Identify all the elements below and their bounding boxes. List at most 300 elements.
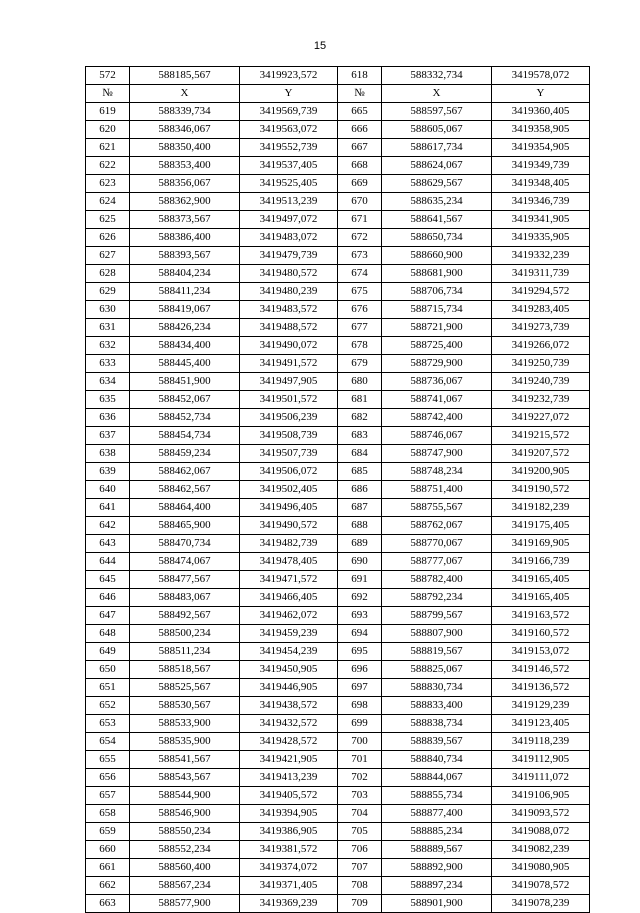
x-coordinate-cell: 588825,067 bbox=[382, 661, 492, 679]
y-coordinate-cell: 3419482,739 bbox=[240, 535, 338, 553]
x-coordinate-cell: 588748,234 bbox=[382, 463, 492, 481]
y-coordinate-cell: 3419346,739 bbox=[492, 193, 590, 211]
x-coordinate-cell: 588833,400 bbox=[382, 697, 492, 715]
y-coordinate-cell: 3419078,239 bbox=[492, 895, 590, 913]
point-number-cell: 623 bbox=[86, 175, 130, 193]
x-coordinate-cell: 588762,067 bbox=[382, 517, 492, 535]
point-number-cell: 648 bbox=[86, 625, 130, 643]
table-row bbox=[86, 625, 590, 643]
point-number-cell: 700 bbox=[338, 733, 382, 751]
point-number-cell: 670 bbox=[338, 193, 382, 211]
y-coordinate-cell: 3419369,239 bbox=[240, 895, 338, 913]
x-coordinate-cell: 588729,900 bbox=[382, 355, 492, 373]
point-number-cell: 634 bbox=[86, 373, 130, 391]
header-y: Y bbox=[240, 85, 338, 103]
y-coordinate-cell: 3419118,239 bbox=[492, 733, 590, 751]
point-number-cell: 689 bbox=[338, 535, 382, 553]
point-number-cell: 618 bbox=[338, 67, 382, 85]
y-coordinate-cell: 3419175,405 bbox=[492, 517, 590, 535]
x-coordinate-cell: 588459,234 bbox=[130, 445, 240, 463]
table-row bbox=[86, 157, 590, 175]
x-coordinate-cell: 588474,067 bbox=[130, 553, 240, 571]
y-coordinate-cell: 3419450,905 bbox=[240, 661, 338, 679]
x-coordinate-cell: 588451,900 bbox=[130, 373, 240, 391]
y-coordinate-cell: 3419348,405 bbox=[492, 175, 590, 193]
x-coordinate-cell: 588350,400 bbox=[130, 139, 240, 157]
page-number: 15 bbox=[313, 40, 327, 52]
x-coordinate-cell: 588535,900 bbox=[130, 733, 240, 751]
table-row bbox=[86, 733, 590, 751]
point-number-cell: 686 bbox=[338, 481, 382, 499]
x-coordinate-cell: 588465,900 bbox=[130, 517, 240, 535]
y-coordinate-cell: 3419123,405 bbox=[492, 715, 590, 733]
x-coordinate-cell: 588897,234 bbox=[382, 877, 492, 895]
y-coordinate-cell: 3419462,072 bbox=[240, 607, 338, 625]
table-row bbox=[86, 247, 590, 265]
point-number-cell: 635 bbox=[86, 391, 130, 409]
point-number-cell: 662 bbox=[86, 877, 130, 895]
x-coordinate-cell: 588577,900 bbox=[130, 895, 240, 913]
y-coordinate-cell: 3419497,072 bbox=[240, 211, 338, 229]
table-row bbox=[86, 463, 590, 481]
y-coordinate-cell: 3419405,572 bbox=[240, 787, 338, 805]
x-coordinate-cell: 588877,400 bbox=[382, 805, 492, 823]
coordinates-table-body bbox=[86, 67, 590, 913]
table-row bbox=[86, 571, 590, 589]
point-number-cell: 685 bbox=[338, 463, 382, 481]
y-coordinate-cell: 3419190,572 bbox=[492, 481, 590, 499]
x-coordinate-cell: 588339,734 bbox=[130, 103, 240, 121]
x-coordinate-cell: 588650,734 bbox=[382, 229, 492, 247]
x-coordinate-cell: 588597,567 bbox=[382, 103, 492, 121]
point-number-cell: 661 bbox=[86, 859, 130, 877]
x-coordinate-cell: 588362,900 bbox=[130, 193, 240, 211]
y-coordinate-cell: 3419506,072 bbox=[240, 463, 338, 481]
x-coordinate-cell: 588624,067 bbox=[382, 157, 492, 175]
x-coordinate-cell: 588885,234 bbox=[382, 823, 492, 841]
x-coordinate-cell: 588552,234 bbox=[130, 841, 240, 859]
point-number-cell: 660 bbox=[86, 841, 130, 859]
x-coordinate-cell: 588736,067 bbox=[382, 373, 492, 391]
table-row bbox=[86, 409, 590, 427]
table-row bbox=[86, 445, 590, 463]
y-coordinate-cell: 3419136,572 bbox=[492, 679, 590, 697]
point-number-cell: 695 bbox=[338, 643, 382, 661]
y-coordinate-cell: 3419471,572 bbox=[240, 571, 338, 589]
point-number-cell: 629 bbox=[86, 283, 130, 301]
table-row bbox=[86, 841, 590, 859]
x-coordinate-cell: 588755,567 bbox=[382, 499, 492, 517]
y-coordinate-cell: 3419537,405 bbox=[240, 157, 338, 175]
y-coordinate-cell: 3419294,572 bbox=[492, 283, 590, 301]
y-coordinate-cell: 3419413,239 bbox=[240, 769, 338, 787]
y-coordinate-cell: 3419479,739 bbox=[240, 247, 338, 265]
point-number-cell: 677 bbox=[338, 319, 382, 337]
point-number-cell: 636 bbox=[86, 409, 130, 427]
point-number-cell: 654 bbox=[86, 733, 130, 751]
table-row bbox=[86, 895, 590, 913]
y-coordinate-cell: 3419163,572 bbox=[492, 607, 590, 625]
x-coordinate-cell: 588681,900 bbox=[382, 265, 492, 283]
y-coordinate-cell: 3419432,572 bbox=[240, 715, 338, 733]
x-coordinate-cell: 588855,734 bbox=[382, 787, 492, 805]
point-number-cell: 673 bbox=[338, 247, 382, 265]
x-coordinate-cell: 588462,567 bbox=[130, 481, 240, 499]
table-row bbox=[86, 553, 590, 571]
y-coordinate-cell: 3419569,739 bbox=[240, 103, 338, 121]
x-coordinate-cell: 588500,234 bbox=[130, 625, 240, 643]
point-number-cell: 697 bbox=[338, 679, 382, 697]
point-number-cell: 632 bbox=[86, 337, 130, 355]
table-row bbox=[86, 805, 590, 823]
point-number-cell: 642 bbox=[86, 517, 130, 535]
y-coordinate-cell: 3419332,239 bbox=[492, 247, 590, 265]
point-number-cell: 667 bbox=[338, 139, 382, 157]
y-coordinate-cell: 3419169,905 bbox=[492, 535, 590, 553]
point-number-cell: 705 bbox=[338, 823, 382, 841]
point-number-cell: 672 bbox=[338, 229, 382, 247]
point-number-cell: 692 bbox=[338, 589, 382, 607]
point-number-cell: 658 bbox=[86, 805, 130, 823]
y-coordinate-cell: 3419394,905 bbox=[240, 805, 338, 823]
x-coordinate-cell: 588332,734 bbox=[382, 67, 492, 85]
header-number: № bbox=[86, 85, 130, 103]
table-row bbox=[86, 823, 590, 841]
table-row bbox=[86, 481, 590, 499]
table-row bbox=[86, 319, 590, 337]
x-coordinate-cell: 588445,400 bbox=[130, 355, 240, 373]
x-coordinate-cell: 588492,567 bbox=[130, 607, 240, 625]
x-coordinate-cell: 588454,734 bbox=[130, 427, 240, 445]
table-row bbox=[86, 715, 590, 733]
point-number-cell: 708 bbox=[338, 877, 382, 895]
y-coordinate-cell: 3419266,072 bbox=[492, 337, 590, 355]
x-coordinate-cell: 588819,567 bbox=[382, 643, 492, 661]
x-coordinate-cell: 588518,567 bbox=[130, 661, 240, 679]
table-row bbox=[86, 337, 590, 355]
coordinates-table bbox=[85, 66, 590, 913]
y-coordinate-cell: 3419360,405 bbox=[492, 103, 590, 121]
table-row bbox=[86, 787, 590, 805]
point-number-cell: 640 bbox=[86, 481, 130, 499]
x-coordinate-cell: 588715,734 bbox=[382, 301, 492, 319]
x-coordinate-cell: 588550,234 bbox=[130, 823, 240, 841]
point-number-cell: 679 bbox=[338, 355, 382, 373]
table-row bbox=[86, 697, 590, 715]
point-number-cell: 701 bbox=[338, 751, 382, 769]
y-coordinate-cell: 3419250,739 bbox=[492, 355, 590, 373]
y-coordinate-cell: 3419525,405 bbox=[240, 175, 338, 193]
y-coordinate-cell: 3419491,572 bbox=[240, 355, 338, 373]
x-coordinate-cell: 588838,734 bbox=[382, 715, 492, 733]
table-row bbox=[86, 427, 590, 445]
header-y: Y bbox=[492, 85, 590, 103]
point-number-cell: 621 bbox=[86, 139, 130, 157]
y-coordinate-cell: 3419508,739 bbox=[240, 427, 338, 445]
y-coordinate-cell: 3419111,072 bbox=[492, 769, 590, 787]
table-row bbox=[86, 661, 590, 679]
point-number-cell: 627 bbox=[86, 247, 130, 265]
header-number: № bbox=[338, 85, 382, 103]
point-number-cell: 668 bbox=[338, 157, 382, 175]
x-coordinate-cell: 588901,900 bbox=[382, 895, 492, 913]
y-coordinate-cell: 3419273,739 bbox=[492, 319, 590, 337]
point-number-cell: 572 bbox=[86, 67, 130, 85]
point-number-cell: 690 bbox=[338, 553, 382, 571]
y-coordinate-cell: 3419483,572 bbox=[240, 301, 338, 319]
x-coordinate-cell: 588741,067 bbox=[382, 391, 492, 409]
x-coordinate-cell: 588404,234 bbox=[130, 265, 240, 283]
point-number-cell: 653 bbox=[86, 715, 130, 733]
x-coordinate-cell: 588511,234 bbox=[130, 643, 240, 661]
point-number-cell: 633 bbox=[86, 355, 130, 373]
table-header-row bbox=[86, 85, 590, 103]
y-coordinate-cell: 3419165,405 bbox=[492, 571, 590, 589]
x-coordinate-cell: 588839,567 bbox=[382, 733, 492, 751]
point-number-cell: 666 bbox=[338, 121, 382, 139]
y-coordinate-cell: 3419358,905 bbox=[492, 121, 590, 139]
x-coordinate-cell: 588770,067 bbox=[382, 535, 492, 553]
table-row bbox=[86, 499, 590, 517]
x-coordinate-cell: 588840,734 bbox=[382, 751, 492, 769]
point-number-cell: 681 bbox=[338, 391, 382, 409]
table-row bbox=[86, 175, 590, 193]
point-number-cell: 652 bbox=[86, 697, 130, 715]
x-coordinate-cell: 588567,234 bbox=[130, 877, 240, 895]
x-coordinate-cell: 588477,567 bbox=[130, 571, 240, 589]
x-coordinate-cell: 588185,567 bbox=[130, 67, 240, 85]
x-coordinate-cell: 588629,567 bbox=[382, 175, 492, 193]
table-row bbox=[86, 679, 590, 697]
x-coordinate-cell: 588353,400 bbox=[130, 157, 240, 175]
table-row bbox=[86, 211, 590, 229]
table-row bbox=[86, 589, 590, 607]
table-row bbox=[86, 391, 590, 409]
table-row bbox=[86, 373, 590, 391]
point-number-cell: 655 bbox=[86, 751, 130, 769]
point-number-cell: 645 bbox=[86, 571, 130, 589]
header-x: X bbox=[130, 85, 240, 103]
y-coordinate-cell: 3419078,572 bbox=[492, 877, 590, 895]
y-coordinate-cell: 3419490,072 bbox=[240, 337, 338, 355]
y-coordinate-cell: 3419483,072 bbox=[240, 229, 338, 247]
x-coordinate-cell: 588411,234 bbox=[130, 283, 240, 301]
point-number-cell: 674 bbox=[338, 265, 382, 283]
y-coordinate-cell: 3419311,739 bbox=[492, 265, 590, 283]
table-row bbox=[86, 103, 590, 121]
table-row bbox=[86, 193, 590, 211]
point-number-cell: 619 bbox=[86, 103, 130, 121]
y-coordinate-cell: 3419488,572 bbox=[240, 319, 338, 337]
point-number-cell: 682 bbox=[338, 409, 382, 427]
x-coordinate-cell: 588830,734 bbox=[382, 679, 492, 697]
point-number-cell: 631 bbox=[86, 319, 130, 337]
y-coordinate-cell: 3419923,572 bbox=[240, 67, 338, 85]
point-number-cell: 620 bbox=[86, 121, 130, 139]
point-number-cell: 669 bbox=[338, 175, 382, 193]
x-coordinate-cell: 588373,567 bbox=[130, 211, 240, 229]
x-coordinate-cell: 588751,400 bbox=[382, 481, 492, 499]
x-coordinate-cell: 588470,734 bbox=[130, 535, 240, 553]
x-coordinate-cell: 588530,567 bbox=[130, 697, 240, 715]
y-coordinate-cell: 3419513,239 bbox=[240, 193, 338, 211]
x-coordinate-cell: 588635,234 bbox=[382, 193, 492, 211]
table-row bbox=[86, 139, 590, 157]
table-row bbox=[86, 859, 590, 877]
y-coordinate-cell: 3419335,905 bbox=[492, 229, 590, 247]
point-number-cell: 644 bbox=[86, 553, 130, 571]
point-number-cell: 704 bbox=[338, 805, 382, 823]
point-number-cell: 647 bbox=[86, 607, 130, 625]
point-number-cell: 671 bbox=[338, 211, 382, 229]
x-coordinate-cell: 588419,067 bbox=[130, 301, 240, 319]
x-coordinate-cell: 588452,734 bbox=[130, 409, 240, 427]
point-number-cell: 639 bbox=[86, 463, 130, 481]
y-coordinate-cell: 3419166,739 bbox=[492, 553, 590, 571]
x-coordinate-cell: 588533,900 bbox=[130, 715, 240, 733]
y-coordinate-cell: 3419446,905 bbox=[240, 679, 338, 697]
table-row bbox=[86, 607, 590, 625]
point-number-cell: 703 bbox=[338, 787, 382, 805]
y-coordinate-cell: 3419207,572 bbox=[492, 445, 590, 463]
y-coordinate-cell: 3419428,572 bbox=[240, 733, 338, 751]
table-row-first bbox=[86, 67, 590, 85]
point-number-cell: 684 bbox=[338, 445, 382, 463]
x-coordinate-cell: 588782,400 bbox=[382, 571, 492, 589]
point-number-cell: 676 bbox=[338, 301, 382, 319]
point-number-cell: 680 bbox=[338, 373, 382, 391]
x-coordinate-cell: 588464,400 bbox=[130, 499, 240, 517]
x-coordinate-cell: 588660,900 bbox=[382, 247, 492, 265]
x-coordinate-cell: 588393,567 bbox=[130, 247, 240, 265]
x-coordinate-cell: 588356,067 bbox=[130, 175, 240, 193]
y-coordinate-cell: 3419227,072 bbox=[492, 409, 590, 427]
x-coordinate-cell: 588799,567 bbox=[382, 607, 492, 625]
point-number-cell: 643 bbox=[86, 535, 130, 553]
point-number-cell: 675 bbox=[338, 283, 382, 301]
x-coordinate-cell: 588434,400 bbox=[130, 337, 240, 355]
point-number-cell: 650 bbox=[86, 661, 130, 679]
y-coordinate-cell: 3419386,905 bbox=[240, 823, 338, 841]
y-coordinate-cell: 3419421,905 bbox=[240, 751, 338, 769]
table-row bbox=[86, 121, 590, 139]
x-coordinate-cell: 588742,400 bbox=[382, 409, 492, 427]
y-coordinate-cell: 3419129,239 bbox=[492, 697, 590, 715]
x-coordinate-cell: 588543,567 bbox=[130, 769, 240, 787]
y-coordinate-cell: 3419490,572 bbox=[240, 517, 338, 535]
x-coordinate-cell: 588462,067 bbox=[130, 463, 240, 481]
point-number-cell: 630 bbox=[86, 301, 130, 319]
y-coordinate-cell: 3419480,239 bbox=[240, 283, 338, 301]
point-number-cell: 651 bbox=[86, 679, 130, 697]
point-number-cell: 656 bbox=[86, 769, 130, 787]
y-coordinate-cell: 3419182,239 bbox=[492, 499, 590, 517]
x-coordinate-cell: 588641,567 bbox=[382, 211, 492, 229]
point-number-cell: 683 bbox=[338, 427, 382, 445]
y-coordinate-cell: 3419240,739 bbox=[492, 373, 590, 391]
table-row bbox=[86, 877, 590, 895]
table-row bbox=[86, 283, 590, 301]
point-number-cell: 694 bbox=[338, 625, 382, 643]
y-coordinate-cell: 3419381,572 bbox=[240, 841, 338, 859]
x-coordinate-cell: 588721,900 bbox=[382, 319, 492, 337]
point-number-cell: 641 bbox=[86, 499, 130, 517]
point-number-cell: 678 bbox=[338, 337, 382, 355]
point-number-cell: 709 bbox=[338, 895, 382, 913]
y-coordinate-cell: 3419112,905 bbox=[492, 751, 590, 769]
x-coordinate-cell: 588706,734 bbox=[382, 283, 492, 301]
y-coordinate-cell: 3419215,572 bbox=[492, 427, 590, 445]
x-coordinate-cell: 588546,900 bbox=[130, 805, 240, 823]
point-number-cell: 624 bbox=[86, 193, 130, 211]
y-coordinate-cell: 3419501,572 bbox=[240, 391, 338, 409]
y-coordinate-cell: 3419563,072 bbox=[240, 121, 338, 139]
x-coordinate-cell: 588483,067 bbox=[130, 589, 240, 607]
y-coordinate-cell: 3419354,905 bbox=[492, 139, 590, 157]
y-coordinate-cell: 3419478,405 bbox=[240, 553, 338, 571]
y-coordinate-cell: 3419341,905 bbox=[492, 211, 590, 229]
y-coordinate-cell: 3419283,405 bbox=[492, 301, 590, 319]
y-coordinate-cell: 3419232,739 bbox=[492, 391, 590, 409]
y-coordinate-cell: 3419200,905 bbox=[492, 463, 590, 481]
y-coordinate-cell: 3419349,739 bbox=[492, 157, 590, 175]
x-coordinate-cell: 588544,900 bbox=[130, 787, 240, 805]
point-number-cell: 646 bbox=[86, 589, 130, 607]
x-coordinate-cell: 588792,234 bbox=[382, 589, 492, 607]
point-number-cell: 691 bbox=[338, 571, 382, 589]
point-number-cell: 659 bbox=[86, 823, 130, 841]
y-coordinate-cell: 3419480,572 bbox=[240, 265, 338, 283]
y-coordinate-cell: 3419093,572 bbox=[492, 805, 590, 823]
table-row bbox=[86, 265, 590, 283]
point-number-cell: 626 bbox=[86, 229, 130, 247]
point-number-cell: 663 bbox=[86, 895, 130, 913]
point-number-cell: 625 bbox=[86, 211, 130, 229]
table-row bbox=[86, 229, 590, 247]
point-number-cell: 628 bbox=[86, 265, 130, 283]
x-coordinate-cell: 588889,567 bbox=[382, 841, 492, 859]
x-coordinate-cell: 588605,067 bbox=[382, 121, 492, 139]
point-number-cell: 699 bbox=[338, 715, 382, 733]
y-coordinate-cell: 3419371,405 bbox=[240, 877, 338, 895]
point-number-cell: 688 bbox=[338, 517, 382, 535]
point-number-cell: 637 bbox=[86, 427, 130, 445]
x-coordinate-cell: 588541,567 bbox=[130, 751, 240, 769]
y-coordinate-cell: 3419552,739 bbox=[240, 139, 338, 157]
y-coordinate-cell: 3419153,072 bbox=[492, 643, 590, 661]
y-coordinate-cell: 3419165,405 bbox=[492, 589, 590, 607]
x-coordinate-cell: 588560,400 bbox=[130, 859, 240, 877]
point-number-cell: 657 bbox=[86, 787, 130, 805]
x-coordinate-cell: 588525,567 bbox=[130, 679, 240, 697]
x-coordinate-cell: 588725,400 bbox=[382, 337, 492, 355]
point-number-cell: 707 bbox=[338, 859, 382, 877]
point-number-cell: 622 bbox=[86, 157, 130, 175]
y-coordinate-cell: 3419146,572 bbox=[492, 661, 590, 679]
y-coordinate-cell: 3419466,405 bbox=[240, 589, 338, 607]
point-number-cell: 665 bbox=[338, 103, 382, 121]
point-number-cell: 702 bbox=[338, 769, 382, 787]
y-coordinate-cell: 3419438,572 bbox=[240, 697, 338, 715]
y-coordinate-cell: 3419496,405 bbox=[240, 499, 338, 517]
point-number-cell: 693 bbox=[338, 607, 382, 625]
table-row bbox=[86, 769, 590, 787]
table-row bbox=[86, 751, 590, 769]
table-row bbox=[86, 355, 590, 373]
x-coordinate-cell: 588777,067 bbox=[382, 553, 492, 571]
y-coordinate-cell: 3419459,239 bbox=[240, 625, 338, 643]
x-coordinate-cell: 588426,234 bbox=[130, 319, 240, 337]
